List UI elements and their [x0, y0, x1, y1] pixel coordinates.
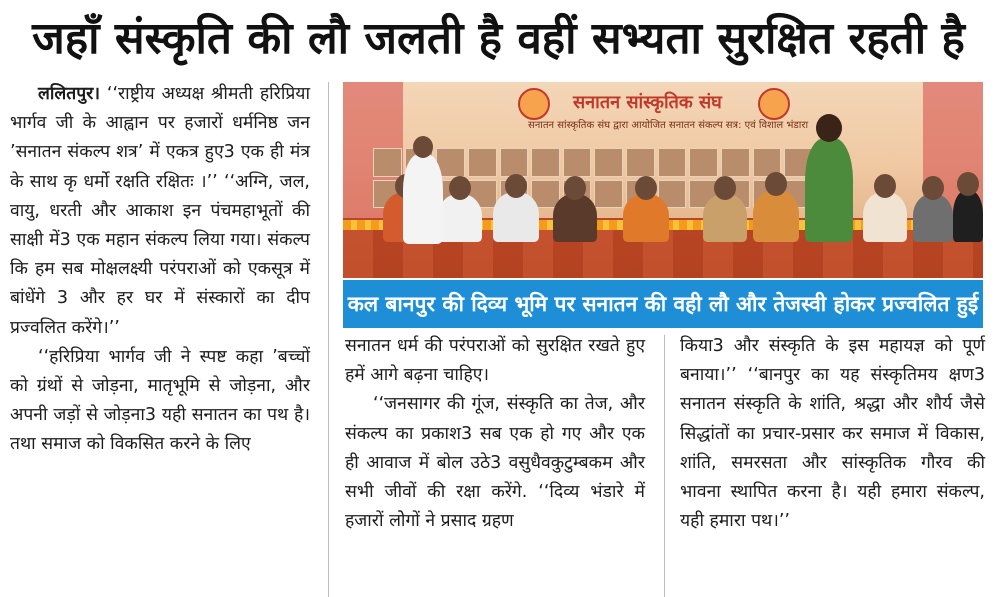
article-column-3	[680, 332, 985, 536]
person	[953, 190, 983, 242]
person-head	[714, 176, 736, 200]
person	[493, 192, 539, 242]
person-head	[922, 176, 944, 200]
person	[623, 194, 669, 242]
headline: जहाँ संस्कृति की लौ जलती है वहीं सभ्यता सुरक्षित रहती है	[32, 13, 965, 64]
person	[553, 194, 597, 242]
event-photo	[343, 82, 983, 278]
lotus-logo-icon	[518, 88, 550, 120]
lotus-logo-icon	[758, 88, 790, 120]
column-divider	[664, 335, 665, 597]
person-head	[957, 172, 979, 196]
paragraph-text: ‘‘राष्ट्रीय अध्यक्ष श्रीमती हरिप्रिया भार्गव जी के आह्वान पर हजारों धर्मनिष्ठ जन ’सनातन संकल्प शत्र’ में एकत्र हुए3 एक ही मंत्र के साथ कृ धर्मो रक्षति रक्षितः ।’’ ‘‘अग्नि, जल, वायु, धरती और आकाश इन पंचमहाभूतों की साक्षी में3 एक महान संकल्प लिया गया। संकल्प कि हम सब मोक्षलक्ष्यी परंपराओं को एकसूत्र में बांधेंगे 3 और हर घर में संस्कारों का दीप प्रज्वलित करेंगे।’’	[10, 84, 310, 338]
paragraph: सनातन धर्म की परंपराओं को सुरक्षित रखते हुए हमें आगे बढ़ना चाहिए।	[345, 336, 645, 386]
paragraph: ‘‘हरिप्रिया भार्गव जी ने स्पष्ट कहा ’बच्चों को ग्रंथों से जोड़ना, मातृभूमि से जोड़ना, और अपनी जड़ों से जोड़ना3 यही सनातन का पथ है। तथा समाज को विकसित करने के लिए	[10, 346, 310, 455]
person-head	[874, 174, 896, 198]
paragraph	[10, 80, 310, 343]
speaker-head	[816, 114, 842, 142]
person-head	[505, 174, 527, 198]
person-head	[413, 136, 433, 158]
person	[703, 194, 747, 242]
article-column-2	[345, 332, 645, 536]
column-divider	[328, 82, 329, 597]
standing-person	[403, 154, 443, 244]
person-head	[449, 176, 471, 200]
person	[863, 192, 907, 242]
photo-caption: कल बानपुर की दिव्य भूमि पर सनातन की वही लौ और तेजस्वी होकर प्रज्वलित हुई	[343, 280, 983, 328]
speaker	[805, 138, 853, 242]
person-head	[635, 176, 657, 200]
person	[753, 190, 799, 242]
person-head	[564, 176, 586, 200]
paragraph: किया3 और संस्कृति के इस महायज्ञ को पूर्ण बनाया।’’ ‘‘बानपुर का यह संस्कृतिमय क्षण3 सनातन संस्कृति के शांति, श्रद्धा और शौर्य जैसे सिद्धांतों का प्रचार-प्रसार कर समाज में विकास, शांति, समरसता और सांस्कृतिक गौरव की भावना स्थापित करना है। यही हमारा संकल्प, यही हमारा पथ।’’	[680, 336, 985, 532]
person	[913, 194, 953, 242]
paragraph: ‘‘जनसागर की गूंज, संस्कृति का तेज, और संकल्प का प्रकाश3 सब एक हो गए और एक ही आवाज में बोल उठे3 वसुधैवकुटुम्बकम और सभी जीवों की रक्षा करेंगे. ‘‘दिव्य भंडारे में हजारों लोेगों ने प्रसाद ग्रहण	[345, 394, 645, 532]
banner-subtitle: सनातन सांस्कृतिक संघ द्वारा आयोजित सनातन संकल्प सत्र: एवं विशाल भंडारा	[527, 120, 809, 131]
dateline: ललितपुर।	[38, 84, 100, 104]
article-column-1	[10, 80, 310, 460]
banner-title: सनातन सांस्कृतिक संघ	[573, 92, 722, 113]
person-head	[765, 172, 787, 196]
person	[438, 194, 482, 242]
